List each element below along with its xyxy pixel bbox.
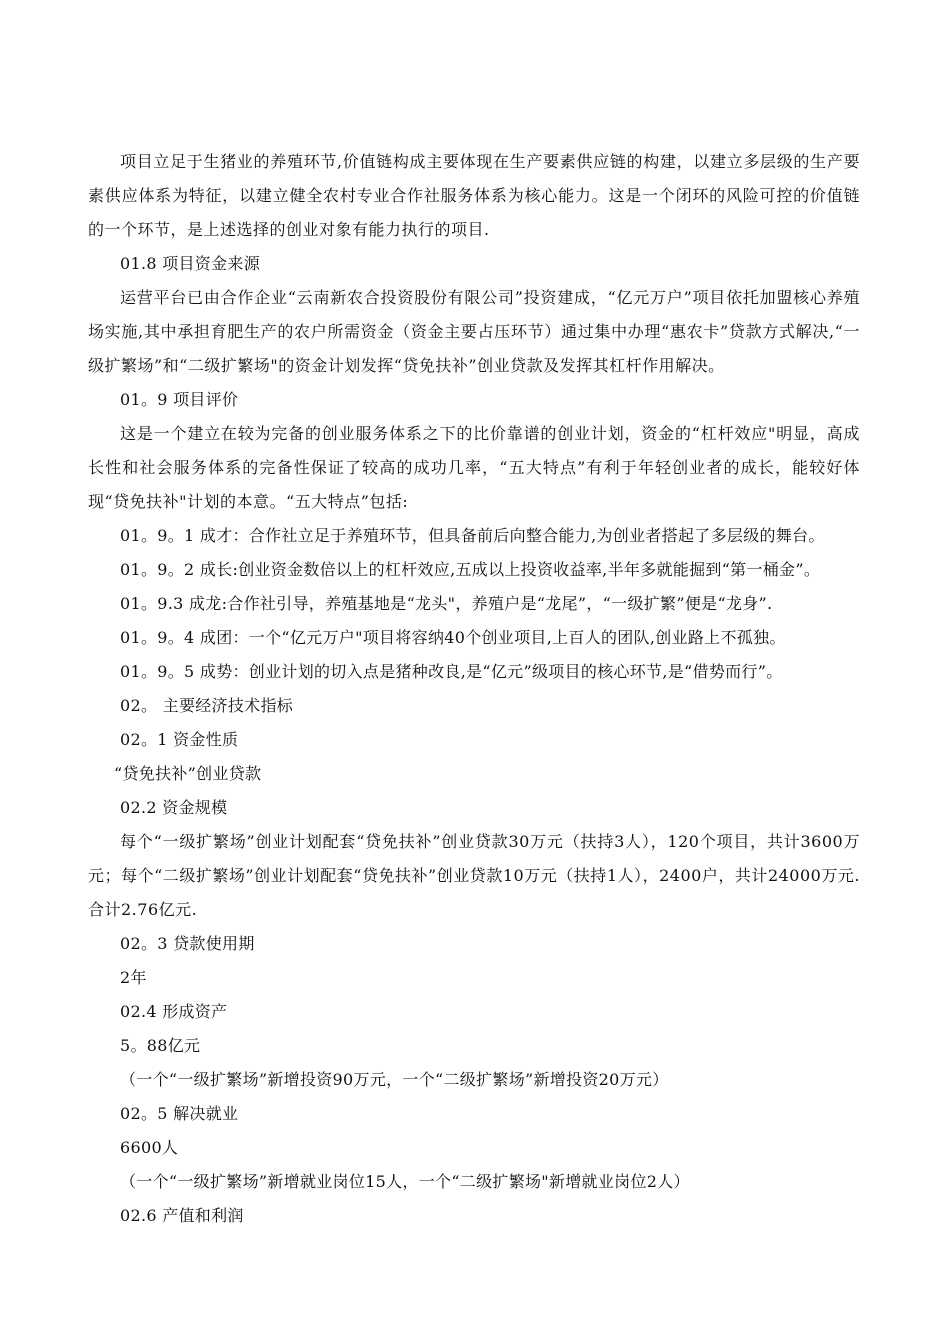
paragraph-project-evaluation: 这是一个建立在较为完备的创业服务体系之下的比价靠谱的创业计划，资金的“杠杆效应"明显，高成长性和社会服务体系的完备性保证了较高的成功几率，“五大特点”有利于年轻创业者的成长，能较好体现“贷免扶补"计划的本意。“五大特点”包括: — [88, 424, 860, 511]
heading-fund-scale: 02.2 资金规模 — [120, 798, 228, 817]
heading-output-profit: 02.6 产值和利润 — [120, 1206, 244, 1225]
value-fund-nature: “贷免扶补”创业贷款 — [114, 764, 262, 783]
document-body — [88, 145, 860, 1233]
paragraph-value-chain: 项目立足于生猪业的养殖环节,价值链构成主要体现在生产要素供应链的构建，以建立多层级的生产要素供应体系为特征，以建立健全农村专业合作社服务体系为核心能力。这是一个闭环的风险可控的价值链的一个环节，是上述选择的创业对象有能力执行的项目. — [88, 152, 860, 239]
heading-employment: 02。5 解决就业 — [120, 1104, 239, 1123]
feature-item-4: 01。9。4 成团：一个“亿元万户"项目将容纳40个创业项目,上百人的团队,创业路上不孤独。 — [120, 628, 786, 647]
heading-loan-period: 02。3 贷款使用期 — [120, 934, 255, 953]
value-employment: 6600人 — [120, 1138, 179, 1157]
heading-economic-indicators: 02。 主要经济技术指标 — [120, 696, 294, 715]
note-assets: （一个“一级扩繁场”新增投资90万元，一个“二级扩繁场”新增投资20万元） — [120, 1070, 669, 1089]
feature-item-5: 01。9。5 成势：创业计划的切入点是猪种改良,是“亿元”级项目的核心环节,是“借势而行”。 — [120, 662, 783, 681]
heading-funding-source: 01.8 项目资金来源 — [120, 254, 261, 273]
heading-assets: 02.4 形成资产 — [120, 1002, 228, 1021]
value-loan-period: 2年 — [120, 968, 147, 987]
feature-item-2: 01。9。2 成长:创业资金数倍以上的杠杆效应,五成以上投资收益率,半年多就能掘到“第一桶金”。 — [120, 560, 821, 579]
paragraph-funding-source: 运营平台已由合作企业“云南新农合投资股份有限公司”投资建成，“亿元万户”项目依托加盟核心养殖场实施,其中承担育肥生产的农户所需资金（资金主要占压环节）通过集中办理“惠农卡”贷款方式解决,“一级扩繁场”和“二级扩繁场"的资金计划发挥“贷免扶补”创业贷款及发挥其杠杆作用解决。 — [88, 288, 860, 375]
feature-item-3: 01。9.3 成龙:合作社引导，养殖基地是“龙头"，养殖户是“龙尾”，“一级扩繁”便是“龙身”. — [120, 594, 773, 613]
paragraph-fund-scale: 每个“一级扩繁场”创业计划配套“贷免扶补”创业贷款30万元（扶持3人），120个项目，共计3600万元；每个“二级扩繁场”创业计划配套“贷免扶补”创业贷款10万元（扶持1人），2400户，共计24000万元.合计2.76亿元. — [88, 832, 860, 919]
value-assets: 5。88亿元 — [120, 1036, 201, 1055]
note-employment: （一个“一级扩繁场”新增就业岗位15人，一个“二级扩繁场"新增就业岗位2人） — [120, 1172, 690, 1191]
feature-item-1: 01。9。1 成才：合作社立足于养殖环节，但具备前后向整合能力,为创业者搭起了多层级的舞台。 — [120, 526, 825, 545]
heading-fund-nature: 02。1 资金性质 — [120, 730, 239, 749]
heading-project-evaluation: 01。9 项目评价 — [120, 390, 239, 409]
